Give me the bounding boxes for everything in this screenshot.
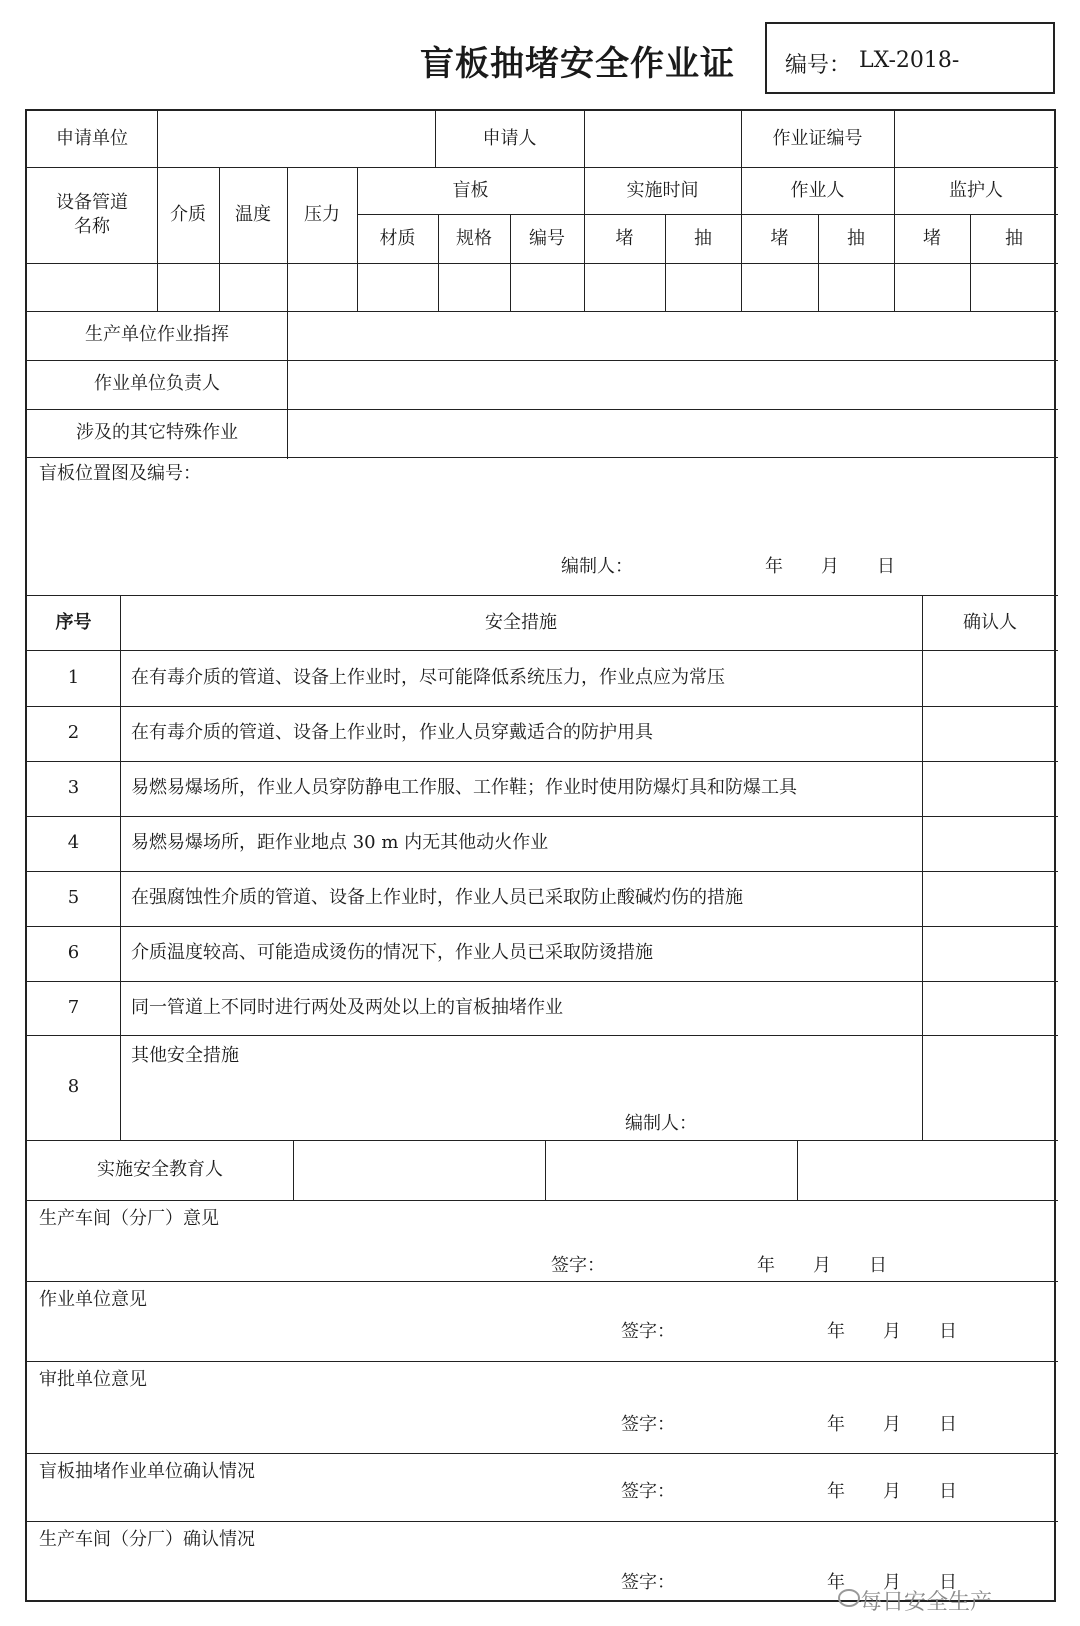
measure-row-text: 易燃易爆场所，距作业地点 30 m 内无其他动火作业	[131, 832, 549, 853]
approval-opinion-label: 审批单位意见	[39, 1369, 147, 1390]
wechat-icon	[838, 1589, 860, 1607]
other-measures-label: 其他安全措施	[131, 1045, 239, 1066]
permit-form	[25, 109, 1056, 1602]
permit-no-label: 作业证编号	[772, 128, 863, 149]
impl-pull-label: 抽	[694, 228, 712, 249]
blind-no-label: 编号	[529, 228, 565, 249]
month-label: 月	[883, 1414, 901, 1435]
production-commander-label: 生产单位作业指挥	[85, 324, 229, 345]
measure-row-no: 5	[67, 887, 80, 908]
day-label: 日	[869, 1255, 887, 1276]
impl-plug-label: 堵	[615, 228, 634, 249]
measure-row-text: 在有毒介质的管道、设备上作业时，尽可能降低系统压力，作业点应为常压	[131, 667, 725, 688]
watermark: 每日安全生产	[860, 1590, 993, 1615]
month-label: 月	[813, 1255, 831, 1276]
blind-label: 盲板	[452, 180, 489, 201]
day-label: 日	[939, 1572, 957, 1593]
sign-label: 签字：	[621, 1481, 675, 1502]
blind-confirm-label: 盲板抽堵作业单位确认情况	[39, 1461, 255, 1482]
measure-row-text: 介质温度较高、可能造成烫伤的情况下，作业人员已采取防烫措施	[131, 942, 653, 963]
measure-row-no: 7	[67, 997, 80, 1018]
impl-time-label: 实施时间	[626, 180, 699, 201]
month-label: 月	[883, 1572, 901, 1593]
workshop-confirm-label: 生产车间（分厂）确认情况	[39, 1529, 255, 1550]
measures-text-header: 安全措施	[485, 612, 557, 633]
day-label: 日	[939, 1481, 957, 1502]
spec-label: 规格	[456, 228, 492, 249]
measure-row-text: 在强腐蚀性介质的管道、设备上作业时，作业人员已采取防止酸碱灼伤的措施	[131, 887, 743, 908]
measure-row-no: 3	[67, 777, 80, 798]
guardian-plug-label: 堵	[923, 228, 941, 249]
diagram-year-label: 年	[765, 556, 783, 577]
measure-row-text: 易燃易爆场所，作业人员穿防静电工作服、工作鞋；作业时使用防爆灯具和防爆工具	[131, 777, 797, 798]
month-label: 月	[883, 1481, 901, 1502]
year-label: 年	[827, 1321, 845, 1342]
year-label: 年	[827, 1414, 845, 1435]
day-label: 日	[939, 1414, 957, 1435]
sign-label: 签字：	[551, 1255, 605, 1276]
measure-row-no: 1	[67, 667, 80, 688]
measure-row8-no: 8	[67, 1076, 80, 1097]
applicant-unit-label: 申请单位	[56, 128, 128, 149]
diagram-month-label: 月	[821, 556, 839, 577]
day-label: 日	[939, 1321, 957, 1342]
guardian-label: 监护人	[949, 180, 1003, 201]
worker-label: 作业人	[790, 180, 845, 201]
measure-row-no: 4	[67, 832, 80, 853]
worker-plug-label: 堵	[770, 228, 789, 249]
other-special-work-label: 涉及的其它特殊作业	[76, 422, 238, 443]
permit-number-label: 编号：	[785, 53, 852, 78]
safety-education-label: 实施安全教育人	[97, 1159, 223, 1180]
permit-number-box	[765, 22, 1055, 94]
measures-prepared-by-label: 编制人：	[625, 1113, 697, 1134]
pressure-label: 压力	[304, 204, 340, 225]
sign-label: 签字：	[621, 1414, 675, 1435]
form-title: 盲板抽堵安全作业证	[420, 44, 735, 84]
sign-label: 签字：	[621, 1321, 675, 1342]
measure-row-text: 同一管道上不同时进行两处及两处以上的盲板抽堵作业	[131, 997, 563, 1018]
month-label: 月	[883, 1321, 901, 1342]
guardian-pull-label: 抽	[1005, 228, 1023, 249]
diagram-day-label: 日	[877, 556, 895, 577]
measures-confirm-header: 确认人	[963, 612, 1017, 633]
year-label: 年	[827, 1481, 845, 1502]
sign-label: 签字：	[621, 1572, 675, 1593]
diagram-prepared-by-label: 编制人：	[561, 556, 633, 577]
worker-pull-label: 抽	[847, 228, 865, 249]
permit-number-value: LX-2018-	[859, 48, 960, 73]
material-label: 材质	[379, 228, 416, 249]
work-unit-opinion-label: 作业单位意见	[39, 1289, 147, 1310]
measure-row-no: 2	[67, 722, 80, 743]
temperature-label: 温度	[235, 204, 271, 225]
work-unit-leader-label: 作业单位负责人	[94, 373, 220, 394]
applicant-label: 申请人	[482, 128, 537, 149]
year-label: 年	[827, 1572, 845, 1593]
measures-no-header: 序号	[55, 612, 92, 633]
measure-row-no: 6	[67, 942, 80, 963]
workshop-opinion-label: 生产车间（分厂）意见	[39, 1208, 219, 1229]
medium-label: 介质	[170, 204, 206, 225]
year-label: 年	[757, 1255, 775, 1276]
equipment-name-label: 设备管道名称	[56, 192, 128, 237]
measure-row-text: 在有毒介质的管道、设备上作业时，作业人员穿戴适合的防护用具	[131, 722, 653, 743]
blind-diagram-label: 盲板位置图及编号：	[39, 463, 201, 484]
